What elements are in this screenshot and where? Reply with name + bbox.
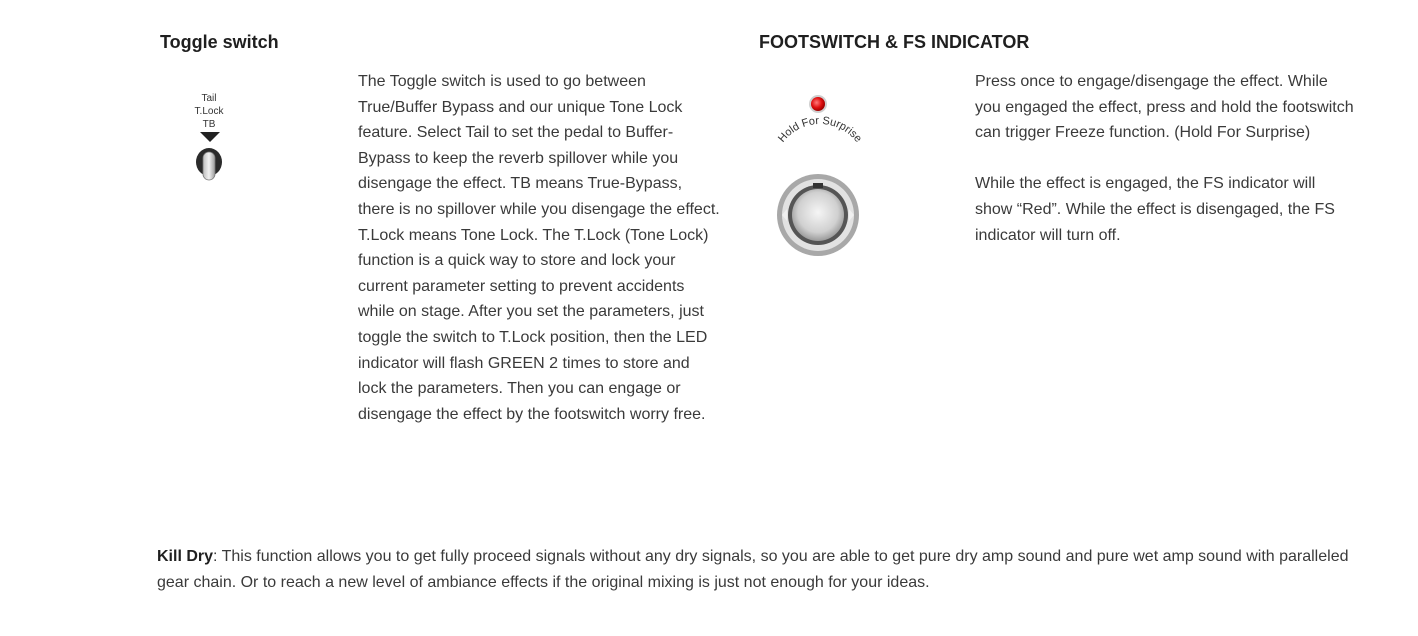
footswitch-figure [762, 90, 874, 260]
footswitch-heading: FOOTSWITCH & FS INDICATOR [759, 32, 1030, 52]
kill-dry-paragraph [157, 544, 1357, 595]
toggle-label-tb: TB [202, 119, 216, 130]
footswitch-paragraph-2: While the effect is engaged, the FS indicator will show “Red”. While the effect is disengaged, the FS indicator will turn off. [975, 175, 1335, 244]
toggle-switch-heading: Toggle switch [160, 32, 279, 52]
fs-indicator-led-icon [809, 95, 827, 113]
toggle-switch-description [358, 69, 722, 427]
kill-dry-text: : This function allows you to get fully proceed signals without any dry signals, so you are able to get pure dry amp sound and pure wet amp sound with paralleled gear chain. Or to reach a new level of ambiance effects if the original mixing is just not enough for your ideas. [157, 548, 1349, 591]
footswitch-paragraph-1: Press once to engage/disengage the effect. While you engaged the effect, press and hold the footswitch can trigger Freeze function. (Hold For Surprise) [975, 73, 1354, 142]
toggle-switch-figure [178, 90, 242, 186]
footswitch-graphic [762, 90, 874, 260]
kill-dry-term: Kill Dry [157, 548, 214, 565]
toggle-label-tail: Tail [201, 93, 217, 104]
toggle-description-text: The Toggle switch is used to go between True/Buffer Bypass and our unique Tone Lock feature. Select Tail to set the pedal to Buffer-Bypass to keep the reverb spillover while you disengage the effect. TB means True-Bypass, there is no spillover while you disengage the effect. T.Lock means Tone Lock. The T.Lock (Tone Lock) function is a quick way to store and lock your current parameter setting to prevent accidents while on stage. After you set the parameters, just toggle the switch to T.Lock position, then the LED indicator will flash GREEN 2 times to store and lock the parameters. Then you can engage or disengage the effect by the footswitch worry free. [358, 73, 720, 423]
footswitch-icon [777, 174, 859, 256]
footswitch-description [975, 69, 1355, 248]
toggle-switch-icon [178, 90, 242, 186]
paragraph-spacer [975, 146, 1355, 172]
toggle-label-tlock: T.Lock [194, 106, 224, 117]
hold-for-surprise-label: Hold For Surprise [775, 114, 865, 145]
